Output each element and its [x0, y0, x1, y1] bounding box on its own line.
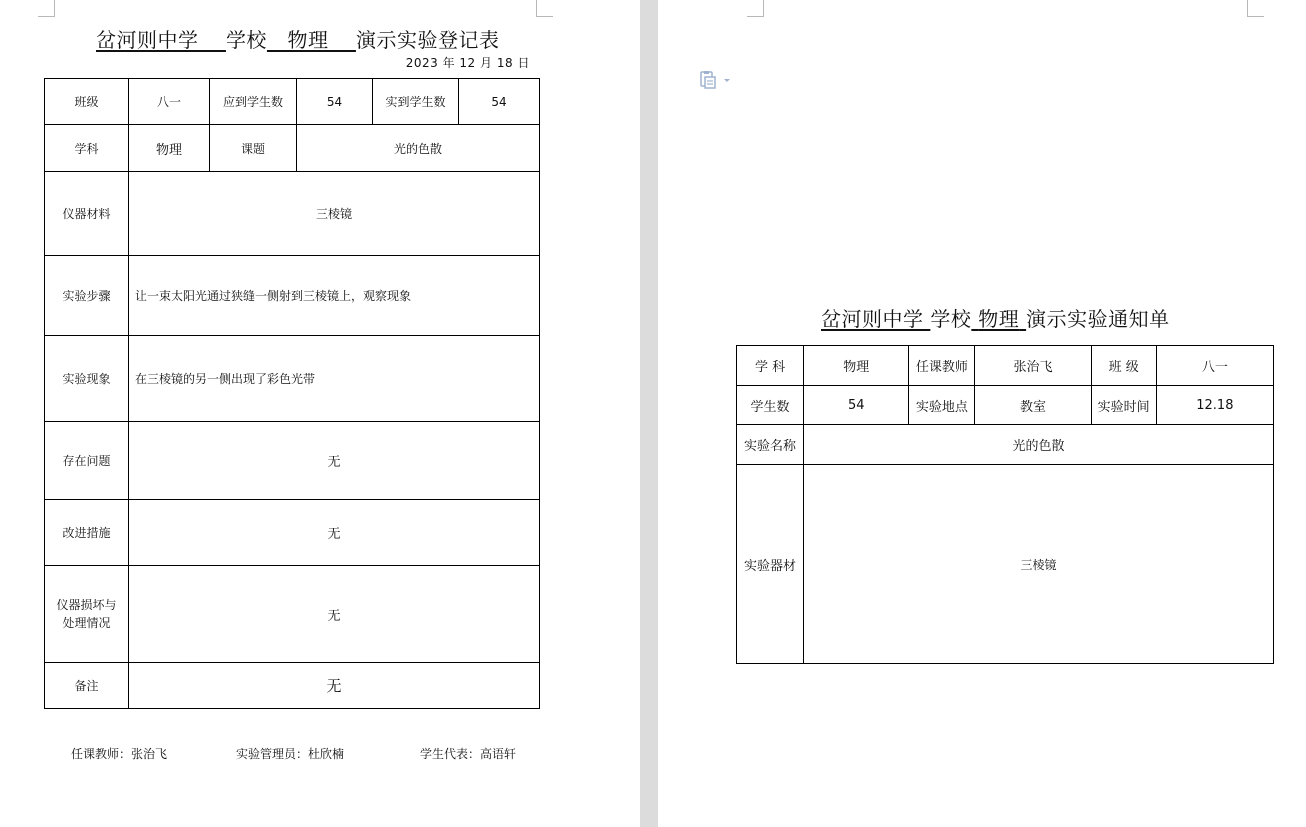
- notice-title-subject: 物理: [978, 307, 1020, 331]
- crop-mark-top-left: [747, 0, 764, 17]
- title-rest: 演示实验登记表: [355, 28, 500, 52]
- notice-title-school: 岔河则中学: [821, 307, 924, 331]
- notice-name-label: 实验名称: [737, 425, 804, 465]
- notice-title-rest: 演示实验通知单: [1026, 307, 1170, 331]
- expected-students-label: 应到学生数: [210, 79, 297, 125]
- notice-teacher-value: 张治飞: [975, 346, 1091, 386]
- footer-student-rep: 学生代表：高语轩: [420, 747, 517, 761]
- paste-options-icon[interactable]: [700, 71, 732, 89]
- notice-equipment-value: 三棱镜: [804, 465, 1274, 664]
- phenomenon-label: 实验现象: [45, 336, 129, 422]
- notice-location-value: 教室: [975, 386, 1091, 425]
- register-date: [406, 54, 530, 71]
- class-value: 八一: [129, 79, 210, 125]
- equipment-label: 仪器材料: [45, 172, 129, 256]
- notice-equipment-label: 实验器材: [737, 465, 804, 664]
- crop-mark-top-right: [1247, 0, 1264, 17]
- notice-name-value: 光的色散: [804, 425, 1274, 465]
- damage-label: [45, 566, 129, 663]
- footer-manager: 实验管理员：杜欣楠: [236, 747, 345, 761]
- notice-students-value: 54: [804, 386, 909, 425]
- notice-time-label: 实验时间: [1091, 386, 1156, 425]
- steps-value: 让一束太阳光通过狭缝一侧射到三棱镜上，观察现象: [129, 256, 540, 336]
- document-page-left: [0, 0, 640, 827]
- page-gutter: [640, 0, 658, 827]
- footer-teacher: 任课教师：张治飞: [71, 747, 168, 761]
- notice-subject-label: 学 科: [737, 346, 804, 386]
- equipment-value: 三棱镜: [129, 172, 540, 256]
- improvements-value: 无: [129, 500, 540, 566]
- date-year: 2023: [405, 56, 439, 70]
- notice-table: [736, 345, 1274, 664]
- actual-students-label: 实到学生数: [373, 79, 459, 125]
- steps-label: 实验步骤: [45, 256, 129, 336]
- remarks-value: 无: [129, 663, 540, 709]
- date-year-unit: 年: [442, 56, 456, 70]
- notice-subject-value: 物理: [804, 346, 909, 386]
- title-school: 岔河则中学: [96, 28, 199, 52]
- damage-label-line-2: 处理情况: [62, 616, 111, 630]
- date-month-unit: 月: [480, 56, 493, 70]
- improvements-label: 改进措施: [45, 500, 129, 566]
- remarks-label: 备注: [45, 663, 129, 709]
- actual-students-value: 54: [459, 79, 540, 125]
- notice-students-label: 学生数: [737, 386, 804, 425]
- title-subject: 物理: [287, 28, 329, 52]
- register-table: [44, 78, 540, 709]
- notice-title-school-suffix: 学校: [930, 307, 972, 331]
- topic-label: 课题: [210, 125, 297, 172]
- notice-title: [821, 303, 1170, 332]
- notice-class-label: 班 级: [1091, 346, 1156, 386]
- date-month: 12: [459, 56, 476, 70]
- date-day: 18: [496, 56, 514, 70]
- problems-value: 无: [129, 422, 540, 500]
- damage-label-line-1: 仪器损坏与: [56, 598, 117, 612]
- class-label: 班级: [45, 79, 129, 125]
- notice-location-label: 实验地点: [909, 386, 975, 425]
- problems-label: 存在问题: [45, 422, 129, 500]
- subject-label: 学科: [45, 125, 129, 172]
- register-title: [96, 24, 499, 53]
- notice-teacher-label: 任课教师: [909, 346, 975, 386]
- crop-mark-top-left: [38, 0, 55, 17]
- expected-students-value: 54: [297, 79, 373, 125]
- crop-mark-top-right: [536, 0, 553, 17]
- notice-time-value: 12.18: [1156, 386, 1273, 425]
- subject-value: 物理: [129, 125, 210, 172]
- phenomenon-value: 在三棱镜的另一侧出现了彩色光带: [129, 336, 540, 422]
- damage-value: 无: [129, 566, 540, 663]
- notice-class-value: 八一: [1156, 346, 1273, 386]
- date-day-unit: 日: [517, 56, 530, 70]
- title-school-suffix: 学校: [225, 28, 267, 52]
- topic-value: 光的色散: [297, 125, 540, 172]
